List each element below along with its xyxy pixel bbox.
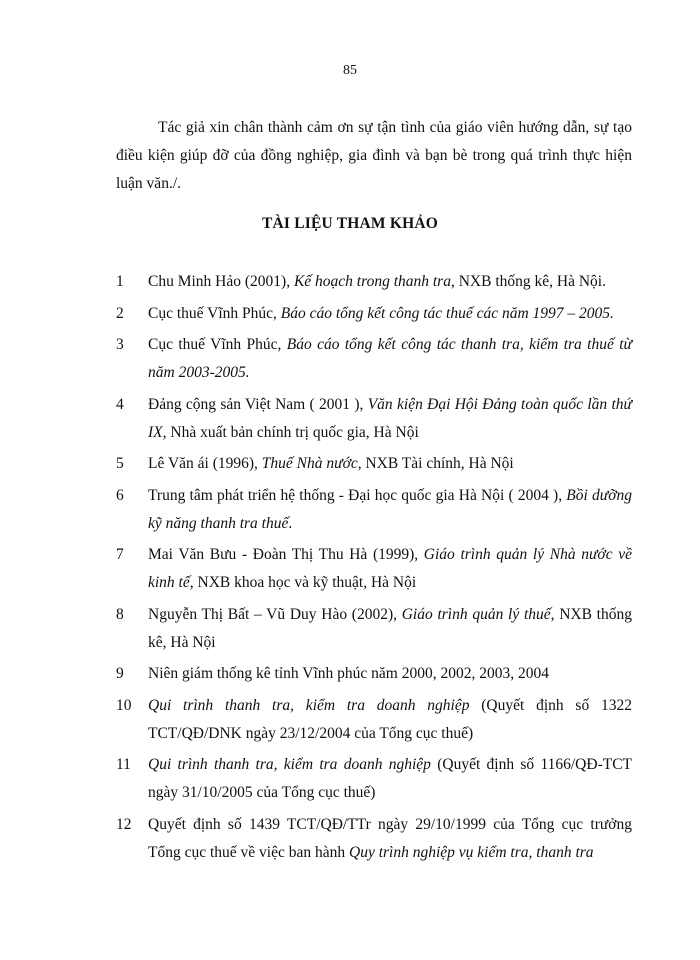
reference-text (148, 331, 632, 387)
reference-text (148, 692, 632, 748)
acknowledgement-paragraph (116, 114, 632, 198)
reference-text-post: (Quyết định số 1166/QĐ-TCT ngày 31/10/2005 của Tổng cục thuế) (148, 756, 633, 801)
reference-item-10 (116, 692, 632, 748)
reference-title: Giáo trình quản lý thuế (401, 605, 551, 623)
reference-item-11 (116, 751, 632, 807)
reference-title: Kế hoạch trong thanh tra (293, 273, 451, 290)
reference-item-9 (116, 660, 632, 688)
acknowledgement-text: Tác giả xin chân thành cảm ơn sự tận tình của giáo viên hướng dẫn, sự tạo điều kiện giúp đỡ của đồng nghiệp, gia đình và bạn bè trong quá trình thực hiện luận văn./. (116, 119, 632, 192)
reference-number: 1 (116, 273, 124, 290)
reference-title: Bồi dưỡng kỹ năng thanh tra thuế (148, 486, 632, 532)
reference-title: Văn kiện Đại Hội Đảng toàn quốc lần thứ IX (148, 395, 632, 441)
reference-text-post: , NXB thống kê, Hà Nội (148, 605, 632, 651)
reference-text-post: (Quyết định số 1322 TCT/QĐ/DNK ngày 23/12/2004 của Tổng cục thuế) (148, 696, 632, 742)
reference-text-pre: Niên giám thống kê tỉnh Vĩnh phúc năm 2000, 2002, 2003, 2004 (148, 665, 549, 682)
reference-title: Quy trình nghiệp vụ kiểm tra, thanh tra (349, 843, 594, 861)
reference-number: 9 (116, 665, 124, 682)
reference-text-post: , NXB Tài chính, Hà Nội (357, 455, 514, 472)
reference-title: Báo cáo tổng kết công tác thanh tra, kiểm tra thuế từ năm 2003-2005. (148, 336, 633, 381)
reference-item-12 (116, 811, 632, 867)
reference-text (148, 660, 632, 688)
reference-text (148, 541, 632, 597)
reference-text (148, 300, 632, 328)
reference-text-pre: Mai Văn Bưu - Đoàn Thị Thu Hà (1999), (148, 546, 424, 563)
reference-text (148, 268, 632, 296)
reference-title: Qui trình thanh tra, kiểm tra doanh nghiệp (148, 756, 431, 773)
reference-number: 6 (116, 486, 124, 504)
reference-text-post: , NXB thống kê, Hà Nội. (450, 273, 606, 290)
reference-number: 3 (116, 336, 124, 353)
reference-number: 7 (116, 546, 124, 563)
references-list (116, 268, 632, 870)
reference-title: Giáo trình quản lý Nhà nước về kinh tế (148, 546, 632, 591)
reference-text (148, 751, 632, 807)
reference-number: 10 (116, 696, 132, 714)
reference-text-pre: Chu Minh Hảo (2001), (148, 273, 294, 290)
reference-number: 5 (116, 455, 124, 472)
reference-number: 11 (116, 756, 131, 773)
reference-text-post: , Nhà xuất bản chính trị quốc gia, Hà Nội (162, 423, 419, 441)
page-number: 85 (343, 63, 357, 78)
reference-title: Thuế Nhà nước (261, 455, 358, 472)
reference-text (148, 391, 632, 447)
references-heading: TÀI LIỆU THAM KHẢO (262, 215, 438, 232)
reference-text-pre: Quyết định số 1439 TCT/QĐ/TTr ngày 29/10/1999 của Tổng cục trưởng Tổng cục thuế về việc ban hành (148, 815, 632, 861)
reference-title: Báo cáo tổng kết công tác thuế các năm 1997 – 2005. (280, 304, 614, 322)
reference-text-pre: Cục thuế Vĩnh Phúc, (148, 336, 287, 353)
reference-item-5 (116, 450, 632, 478)
reference-text (148, 811, 632, 867)
reference-text-pre: Nguyễn Thị Bất – Vũ Duy Hào (2002), (148, 605, 402, 623)
reference-number: 4 (116, 395, 124, 413)
reference-number: 12 (116, 815, 132, 833)
reference-text (148, 601, 632, 657)
reference-number: 2 (116, 304, 124, 322)
reference-item-8 (116, 601, 632, 657)
reference-item-3 (116, 331, 632, 387)
reference-item-4 (116, 391, 632, 447)
reference-text (148, 482, 632, 538)
reference-item-2 (116, 300, 632, 328)
reference-item-6 (116, 482, 632, 538)
reference-text-pre: Đảng cộng sản Việt Nam ( 2001 ), (148, 395, 368, 413)
reference-title: Qui trình thanh tra, kiểm tra doanh nghiệp (148, 696, 470, 714)
reference-text-post: . (288, 514, 293, 532)
reference-text-pre: Lê Văn ái (1996), (148, 455, 262, 472)
reference-text-post: , NXB khoa học và kỹ thuật, Hà Nội (189, 574, 417, 591)
reference-text (148, 450, 632, 478)
reference-number: 8 (116, 605, 124, 623)
reference-item-1 (116, 268, 632, 296)
reference-text-pre: Cục thuế Vĩnh Phúc, (148, 304, 281, 322)
reference-item-7 (116, 541, 632, 597)
reference-text-pre: Trung tâm phát triển hệ thống - Đại học quốc gia Hà Nội ( 2004 ), (148, 486, 567, 504)
